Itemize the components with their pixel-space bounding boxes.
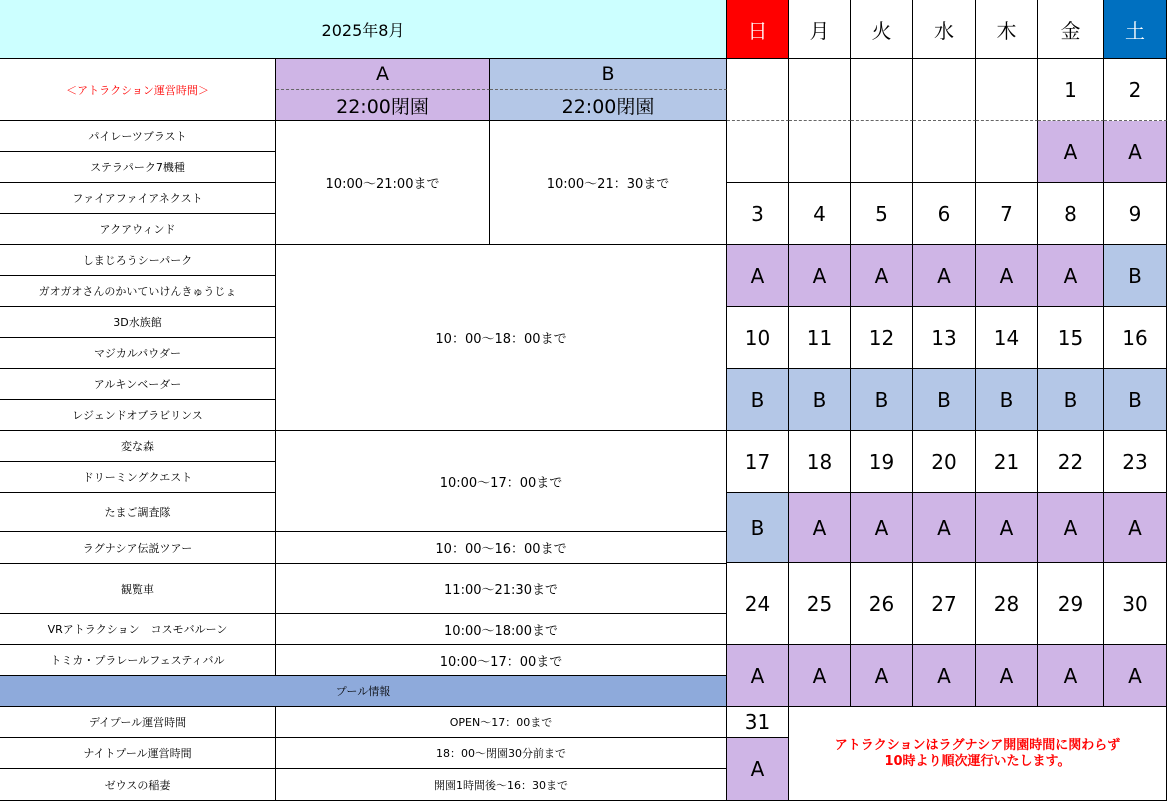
calendar-plan-cell: A: [789, 245, 851, 307]
calendar-plan-cell: [727, 121, 789, 183]
calendar-date-cell: 24: [727, 563, 789, 645]
weekday-sat: 土: [1104, 0, 1167, 59]
calendar-date-cell: 18: [789, 431, 851, 493]
attraction-name: アクアウィンド: [0, 214, 276, 245]
attraction-name: ドリーミングクエスト: [0, 462, 276, 493]
calendar-date-cell: 7: [976, 183, 1038, 245]
pool-section-title: プール情報: [0, 676, 727, 707]
group3-hours: 10:00～17：00まで: [276, 431, 727, 532]
calendar-plan-cell: A: [913, 245, 976, 307]
calendar-date-cell: [851, 59, 913, 121]
calendar-date-cell: 29: [1038, 563, 1104, 645]
calendar-plan-cell: B: [727, 369, 789, 431]
calendar-date-cell: [913, 59, 976, 121]
attraction-name: 観覧車: [0, 564, 276, 614]
pool-row-name: ゼウスの稲妻: [0, 769, 276, 801]
attraction-name: ガオガオさんのかいていけんきゅうじょ: [0, 276, 276, 307]
group2-hours: 10：00～18：00まで: [276, 245, 727, 431]
month-title: 2025年8月: [0, 0, 727, 59]
calendar-plan-cell: A: [913, 493, 976, 563]
weekday-sun: 日: [727, 0, 789, 59]
calendar-date-cell: 17: [727, 431, 789, 493]
calendar-date-cell: [727, 59, 789, 121]
attraction-name: ラグナシア伝説ツアー: [0, 532, 276, 564]
calendar-date-cell: 27: [913, 563, 976, 645]
attraction-name: VRアトラクション コスモバルーン: [0, 614, 276, 645]
calendar-plan-cell: B: [1104, 369, 1167, 431]
calendar-date-cell: 30: [1104, 563, 1167, 645]
plan-b-close: 22:00閉園: [490, 90, 727, 121]
attraction-name: トミカ・プラレールフェスティバル: [0, 645, 276, 676]
calendar-plan-cell: A: [976, 493, 1038, 563]
calendar-date-cell: 2: [1104, 59, 1167, 121]
calendar-date-cell: 12: [851, 307, 913, 369]
calendar-plan-cell: A: [1038, 121, 1104, 183]
calendar-date-cell: 23: [1104, 431, 1167, 493]
calendar-date-cell: 21: [976, 431, 1038, 493]
calendar-plan-cell: A: [727, 245, 789, 307]
group1-hours-b: 10:00～21：30まで: [490, 121, 727, 245]
attraction-name: 3D水族館: [0, 307, 276, 338]
notice-line-1: アトラクションはラグナシア開園時間に関わらず: [834, 737, 1121, 753]
plan-a-close: 22:00閉園: [276, 90, 490, 121]
attraction-name: ステラパーク7機種: [0, 152, 276, 183]
calendar-date-cell: 10: [727, 307, 789, 369]
pool-row-hours: 18：00～閉園30分前まで: [276, 738, 727, 769]
group1-hours-a: 10:00～21:00まで: [276, 121, 490, 245]
calendar-plan-cell: A: [1038, 645, 1104, 707]
calendar-date-cell: 19: [851, 431, 913, 493]
pool-row-hours: 開園1時間後～16：30まで: [276, 769, 727, 801]
calendar-plan-cell: B: [1104, 245, 1167, 307]
calendar-plan-cell: A: [851, 645, 913, 707]
calendar-date-cell: 14: [976, 307, 1038, 369]
calendar-plan-cell: B: [727, 493, 789, 563]
calendar-plan-cell: A: [727, 738, 789, 801]
pool-row-hours: OPEN～17：00まで: [276, 707, 727, 738]
calendar-plan-cell: [913, 121, 976, 183]
weekday-mon: 月: [789, 0, 851, 59]
calendar-plan-cell: [976, 121, 1038, 183]
calendar-plan-cell: A: [976, 245, 1038, 307]
attraction-name: パイレーツブラスト: [0, 121, 276, 152]
attraction-name: たまご調査隊: [0, 493, 276, 532]
calendar-plan-cell: [851, 121, 913, 183]
calendar-date-cell: 26: [851, 563, 913, 645]
calendar-plan-cell: A: [1038, 493, 1104, 563]
attraction-name: 変な森: [0, 431, 276, 462]
calendar-plan-cell: B: [1038, 369, 1104, 431]
weekday-wed: 水: [913, 0, 976, 59]
calendar-date-cell: 20: [913, 431, 976, 493]
calendar-date-cell: 22: [1038, 431, 1104, 493]
plan-b-name: B: [490, 59, 727, 90]
calendar-date-cell: 5: [851, 183, 913, 245]
notice-line-2: 10時より順次運行いたします。: [884, 753, 1071, 769]
pool-row-name: ナイトプール運営時間: [0, 738, 276, 769]
calendar-plan-cell: A: [1104, 121, 1167, 183]
attraction-name: しまじろうシーパーク: [0, 245, 276, 276]
weekday-fri: 金: [1038, 0, 1104, 59]
calendar-date-cell: 3: [727, 183, 789, 245]
calendar-plan-cell: B: [976, 369, 1038, 431]
calendar-plan-cell: A: [851, 493, 913, 563]
notice-text: [789, 707, 1167, 801]
calendar-date-cell: 28: [976, 563, 1038, 645]
calendar-plan-cell: A: [789, 645, 851, 707]
attraction-hours-label: ＜アトラクション運営時間＞: [0, 59, 276, 121]
calendar-date-cell: 13: [913, 307, 976, 369]
calendar-plan-cell: B: [913, 369, 976, 431]
calendar-date-cell: 6: [913, 183, 976, 245]
calendar-date-cell: 11: [789, 307, 851, 369]
calendar-plan-cell: B: [789, 369, 851, 431]
weekday-tue: 火: [851, 0, 913, 59]
calendar-plan-cell: A: [1104, 493, 1167, 563]
plan-a-name: A: [276, 59, 490, 90]
calendar-plan-cell: A: [976, 645, 1038, 707]
attraction-name: マジカルパウダー: [0, 338, 276, 369]
calendar-date-cell: 9: [1104, 183, 1167, 245]
pool-row-name: デイプール運営時間: [0, 707, 276, 738]
calendar-date-cell: [789, 59, 851, 121]
calendar-plan-cell: A: [913, 645, 976, 707]
calendar-plan-cell: [789, 121, 851, 183]
calendar-date-cell: 4: [789, 183, 851, 245]
calendar-date-cell: 31: [727, 707, 789, 738]
calendar-date-cell: 25: [789, 563, 851, 645]
calendar-plan-cell: A: [727, 645, 789, 707]
ragunasia-hours: 10：00～16：00まで: [276, 532, 727, 564]
calendar-date-cell: 15: [1038, 307, 1104, 369]
calendar-plan-cell: A: [1104, 645, 1167, 707]
ferris-hours: 11:00～21:30まで: [276, 564, 727, 614]
calendar-plan-cell: A: [1038, 245, 1104, 307]
calendar-date-cell: 8: [1038, 183, 1104, 245]
calendar-date-cell: 1: [1038, 59, 1104, 121]
weekday-thu: 木: [976, 0, 1038, 59]
attraction-name: レジェンドオブラビリンス: [0, 400, 276, 431]
calendar-date-cell: [976, 59, 1038, 121]
tomica-hours: 10:00～17：00まで: [276, 645, 727, 676]
attraction-name: アルキンベーダー: [0, 369, 276, 400]
attraction-name: ファイアファイアネクスト: [0, 183, 276, 214]
calendar-plan-cell: A: [789, 493, 851, 563]
calendar-plan-cell: A: [851, 245, 913, 307]
calendar-plan-cell: B: [851, 369, 913, 431]
calendar-date-cell: 16: [1104, 307, 1167, 369]
vr-hours: 10:00～18:00まで: [276, 614, 727, 645]
